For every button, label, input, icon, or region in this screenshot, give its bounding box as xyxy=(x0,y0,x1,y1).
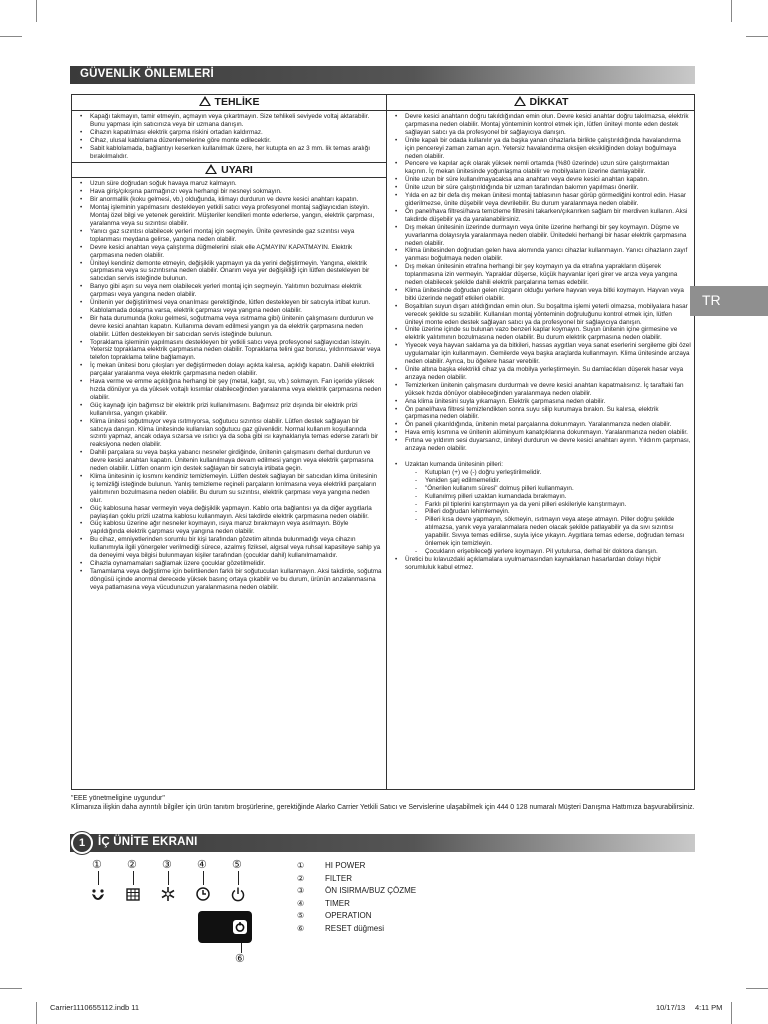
list-item: • Cihazın kapatılması elektrik çarpma riskini ortadan kaldırmaz. xyxy=(78,129,382,137)
display-panel xyxy=(198,911,252,943)
crop-mark xyxy=(746,988,768,989)
list-item: - Pilleri kısa devre yapmayın, sökmeyin, ısıtmayın veya ateşe atmayın. Piller doğru şekilde atılmazsa, yanık veya yaralanmalara neden olacak şekilde patlayabilir ya da sıvı sızıntısı yapabilir. Sıvıya temas edilirse, suyla iyice yıkayın. Aygıtlara temas ederse, doğrudan teması önlemek için temizleyin. xyxy=(415,516,691,548)
list-item: • Ünite üzerine içinde su bulunan vazo benzeri kaplar koymayın. Suyun ünitenin içine girmesine ve elektrik yalıtımının bozulmasına neden olabilir. Bu durum elektrik çarpmasına neden olabilir. xyxy=(393,326,691,342)
legend-number: ④ xyxy=(297,898,305,908)
callout-6: ⑥ xyxy=(235,953,245,965)
callout-3: ③ xyxy=(162,859,172,871)
warning-list xyxy=(72,178,386,593)
filter-icon xyxy=(125,886,141,902)
timer-icon xyxy=(195,886,211,902)
danger-title: TEHLİKE xyxy=(214,96,260,108)
legend-number: ① xyxy=(297,861,305,870)
footer-date: 10/17/13 xyxy=(656,1003,686,1012)
list-item: • Yılda en az bir defa dış mekan ünitesi montaj tablasının hasar görüp görmediğini kontrol edin. Hasar giderilmezse, ünite düşebilir veya devrilebilir. Bu durum yaralanmaya neden olabilir. xyxy=(393,192,691,208)
list-item: • Hava giriş/çıkışına parmağınızı veya herhangi bir nesneyi sokmayın. xyxy=(78,188,382,196)
left-column xyxy=(72,95,386,594)
list-item: • Ünite uzun bir süre çalıştırıldığında bir uzman tarafından bakımın yapılması önerilir. xyxy=(393,184,691,192)
list-item: • Bir hata durumunda (koku gelmesi, soğutmama veya ısıtmama gibi) ünitenin çalışmasını durdurun ve devre kesici anahtarı kapatın. Kullanıma devam edilmesi yangın ya da elektrik çarpmasına neden olabilir. Lütfen destekleyen bir satıcıdan servis isteğinde bulunun. xyxy=(78,315,382,339)
list-item: • Kapağı takmayın, tamir etmeyin, açmayın veya çıkartmayın. Size tehlikeli seviyede voltaj aktarabilir. Bunu yapması için satıcınıza veya bir uzmana danışın. xyxy=(78,113,382,129)
list-item: • İç mekan ünitesi boru çıkışları yer değiştirmeden dolayı açıkta kalırsa, açıklığı kapatın. Dahili elektrikli parçalar yaralanma veya elektrik çarpmasına neden olabilir. xyxy=(78,362,382,378)
section-number-badge: 1 xyxy=(71,832,93,854)
list-item: • Ünitenin yer değiştirilmesi veya onarılması gerektiğinde, lütfen destekleyen bir satıcıyla irtibat kurun. Kablolamada dolaşma varsa, elektrik çarpması veya yangına neden olabilir. xyxy=(78,299,382,315)
list-item: • Hava verme ve emme açıklığına herhangi bir şey (metal, kağıt, su, vb.) sokmayın. Fan içeride yüksek hızda dönüyor ya da yüksek voltajlı kısımlar olabileceğinden yaralanma veya elektrik çarpmasına neden olabilir. xyxy=(78,378,382,402)
list-item: • Dış mekan ünitesinin etrafına herhangi bir şey koymayın ya da etrafına yaprakların düşerek toplanmasına izin vermeyin. Yapraklar düşerse, küçük hayvanlar içeri girer ve arıza veya yangına neden olabilecek şekilde dahili elektrik parçalarına temas edebilir. xyxy=(393,263,691,287)
warning-heading xyxy=(72,162,386,178)
callout-4: ④ xyxy=(197,859,207,871)
crop-mark xyxy=(0,36,22,37)
list-item: • Ünite uzun bir süre kullanılmayacaksa ana anahtarı veya devre kesici anahtarı kapatın. xyxy=(393,176,691,184)
list-item: • Yiyecek veya hayvan saklama ya da bitkileri, hassas aygıtları veya sanat eserlerini sergileme gibi özel uygulamalar için kullanmayın. Gemilerde veya başka araçlarda kullanmayın. Klima ünitesinde arızaya neden olabilir. Ayrıca, bu öğelere hasar verebilir. xyxy=(393,342,691,366)
list-item: • Hava emiş kısmına ve ünitenin alüminyum kanatçıklarına dokunmayın. Yaralanmanıza neden olabilir. xyxy=(393,429,691,437)
legend-row xyxy=(297,873,352,886)
remote-section xyxy=(387,461,695,574)
list-item: • Boşaltılan suyun dışarı atıldığından emin olun. Su boşaltma işlemi yeterli olmazsa, mobilyalara hasar verecek şekilde su sızabilir. Kullanılan montaj yönteminin doğruluğunu kontrol etmek için, lütfen üniteyi monte eden destek sağlayan satıcı ya da profesyonel bir sağlayıcıya danışın. xyxy=(393,303,691,327)
list-item: • Cihaz, ulusal kablolama düzenlemelerine göre monte edilecektir. xyxy=(78,137,382,145)
list-item: • Bir anormallik (koku gelmesi, vb.) olduğunda, klimayı durdurun ve devre kesici anahtarı kapatın. xyxy=(78,196,382,204)
legend-row xyxy=(297,885,416,898)
final-item: • Üretici bu kılavuzdaki açıklamalara uyulmamasından kaynaklanan hasarlardan dolayı hiçbir sorumluluk kabul etmez. xyxy=(393,556,691,572)
list-item: • Devre kesici anahtarın doğru takıldığından emin olun. Devre kesici anahtar doğru takılmazsa, elektrik çarpmasına neden olabilir. Montaj yönteminin kontrol etmek için, lütfen üniteyi monte eden destek sağlayan satıcı ya da profesyonel bir sağlayıcıya danışın. xyxy=(393,113,691,137)
list-item: • Sabit kablolamada, bağlantıyı keserken kullanılmak üzere, her kutupta en az 3 mm. lik temas aralığı bırakılmalıdır. xyxy=(78,145,382,161)
legend-number: ⑥ xyxy=(297,924,305,933)
remote-lead: • Uzaktan kumanda ünitesinin pilleri: - Kutupları (+) ve (-) doğru yerleştirilmelidir. - Yeniden şarj edilmemelidir. - "Önerilen kullanım süresi" dolmuş pilleri kullanmayın. - Kullanılmış pilleri uzaktan kumandada bırakmayın. - Farklı pil tiplerini karıştırmayın ya da yeni pilleri eskileriyle karıştırmayın. - Pilleri doğrudan lehimlemeyin. - Pilleri kısa devre yapmayın, sökmeyin, ısıtmayın veya ateşe atmayın. Piller doğru şekilde atılmazsa, yanık veya yaralanmalara neden olacak şekilde patlayabilir ya da sıvı sızıntısı yapabilir. Sıvıya temas edilirse, suyla iyice yıkayın. Aygıtlara temas ederse, doğrudan teması önlemek için temizleyin. - Çocukların erişebileceği yerlere koymayın. Pil yutulursa, derhal bir doktora danışın. xyxy=(393,461,691,556)
list-item: • Güç kablosu üzerine ağır nesneler koymayın, ısıya maruz bırakmayın veya asılmayın. Böyle yapıldığında elektrik çarpması veya yangına neden olabilir. xyxy=(78,520,382,536)
indoor-title: İÇ ÜNİTE EKRANI xyxy=(98,836,198,848)
footer-time: 4:11 PM xyxy=(695,1003,723,1012)
right-column xyxy=(387,95,695,574)
list-item: - Yeniden şarj edilmemelidir. xyxy=(415,477,691,485)
list-item: • Fırtına ve yıldırım sesi duyarsanız, üniteyi durdurun ve devre kesici anahtarı ayırın. Yıldırım çarpması, arızaya neden olabilir. xyxy=(393,437,691,453)
list-item: • Klima ünitesinde doğrudan gelen rüzgarın olduğu yerlere hayvan veya bitki koymayın. Hayvan veya bitki üzerinde negatif etkileri olabilir. xyxy=(393,287,691,303)
legend-number: ③ xyxy=(297,886,305,896)
legend-label: ÖN ISIRMA/BUZ ÇÖZME xyxy=(325,886,417,896)
list-item: • Bu cihaz, emniyetlerinden sorumlu bir kişi tarafından gözetim altında bulunmadığı veya cihazın kullanımıyla ilgili yönergeler verilmediği sürece, azalmış fiziksel, algısal veya ruhsal kapasiteye sahip ya da deneyimi veya bilgisi bulunmayan kişiler tarafından (çocuklar dahil) kullanılmamalıdır. xyxy=(78,536,382,560)
warning-triangle-icon xyxy=(199,96,211,106)
list-item: • Yanıcı gaz sızıntısı olabilecek yerleri montaj için seçmeyin. Ünite çevresinde gaz sızıntısı veya toplanması meydana gelirse, yangına neden olabilir. xyxy=(78,228,382,244)
list-item: • Dahili parçalara su veya başka yabancı nesneler girdiğinde, ünitenin çalışmasını derhal durdurun ve devre kesici anahtarı kapatın. Ünitenin kullanılmaya devam edilmesi yangın veya elektrik çarpmasına neden olabilir. Lütfen onarım için destek sağlayan bir satıcıyla irtibata geçin. xyxy=(78,449,382,473)
callout-1: ① xyxy=(92,859,102,871)
list-item: - Çocukların erişebileceği yerlere koymayın. Pil yutulursa, derhal bir doktora danışın. xyxy=(415,548,691,556)
crop-mark xyxy=(0,988,22,989)
list-item: • Ön panel/hava filtresi/hava temizleme filtresini takarken/çıkarırken sağlam bir merdiven kullanın. Aksi takdirde düşebilir ya da yaralanabilirsiniz. xyxy=(393,208,691,224)
list-item: • Pencere ve kapılar açık olarak yüksek nemli ortamda (%80 üzerinde) uzun süre çalıştırmaktan kaçının. İç mekan ünitesinde yoğunlaşma olabilir ve mobilyaların üzerine damlayabilir. xyxy=(393,160,691,176)
list-item: • Üniteyi kendiniz demonte etmeyin, değişiklik yapmayın ya da yerini değiştirmeyin. Yangına, elektrik çarpmasına veya su sızıntısına neden olabilir. Onarım veya yer değişikliği için lütfen destekleyen bir satıcıdan servis isteğinde bulunun. xyxy=(78,260,382,284)
language-tab xyxy=(690,286,768,316)
legend-label: HI POWER xyxy=(325,861,366,870)
defrost-icon xyxy=(160,886,176,902)
list-item: • Temizlerken ünitenin çalışmasını durdurmalı ve devre kesici anahtarı kapatmalısınız. İç taraftaki fan yüksek hızda dönüyor olabileceğinden yaralanmaya neden olabilir. xyxy=(393,382,691,398)
list-item: • Ön panel/hava filtresi temizlendikten sonra suyu silip kurumaya bırakın. Su kalırsa, elektrik çarpmasına neden olabilir. xyxy=(393,406,691,422)
list-item: • Klima ünitesinin iç kısmını kendiniz temizlemeyin. Lütfen destek sağlayan bir satıcıdan klima ünitesinin iç temizliği isteğinde bulunun. Yanlış temizleme reçineli parçaların kırılmasına veya elektrikli parçaların yalıtımının bozulmasına neden olabilir. Bu durum su sızıntısı, elektrik çarpması veya yangına neden olur. xyxy=(78,473,382,505)
caution-heading xyxy=(387,95,695,111)
legend-row xyxy=(297,898,350,911)
hi-power-icon xyxy=(90,886,106,902)
list-item: • Ön paneli çıkarıldığında, ünitenin metal parçalarına dokunmayın. Yaralanmanıza neden olabilir. xyxy=(393,421,691,429)
list-item: • Tamamlama veya değiştirme için belirtilenden farklı bir soğutucuları kullanmayın. Aksi takdirde, soğutma döngüsü içinde anormal derecede yüksek basınç ortaya çıkabilir ve bu durum, ürünün arızalanmasına veya patlamasına veya vücudunuzun yaralanmasına neden olabilir. xyxy=(78,568,382,592)
eee-note: "EEE yönetmeligine uygundur" xyxy=(71,795,165,802)
list-item: - Farklı pil tiplerini karıştırmayın ya da yeni pilleri eskileriyle karıştırmayın. xyxy=(415,501,691,509)
list-item: • Ünite kapalı bir odada kullanılır ya da başka yanan cihazlarla birlikte çalıştırıldığında havalandırma için pencereyi zaman zaman açın. Yetersiz havalandırma oksijen eksikliğinden dolayı boğulmaya neden olabilir. xyxy=(393,137,691,161)
footnote xyxy=(71,795,711,812)
list-item: • Montaj işleminin yapılmasını destekleyen yetkili satıcı veya profesyonel montaj sağlayıcıdan isteyin. Montaj özel bilgi ve yetenek gerektirir. Müşteriler kendileri monte ederlerse, yangın, elektrik çarpması, yaralanma veya su sızıntısı olabilir. xyxy=(78,204,382,228)
legend-label: OPERATION xyxy=(325,911,372,921)
list-item: • Ana klima ünitesini suyla yıkamayın. Elektrik çarpmasına neden olabilir. xyxy=(393,398,691,406)
list-item: - Kutupları (+) ve (-) doğru yerleştirilmelidir. xyxy=(415,469,691,477)
list-item: - "Önerilen kullanım süresi" dolmuş pilleri kullanmayın. xyxy=(415,485,691,493)
power-icon xyxy=(230,886,246,902)
callout-2: ② xyxy=(127,859,137,871)
callout-5: ⑤ xyxy=(232,859,242,871)
legend-label: FILTER xyxy=(325,873,352,883)
list-item: • Dış mekan ünitesinin üzerinde durmayın veya ünite üzerine herhangi bir şey koymayın. Düşme ve yuvarlanma dolayısıyla yaralanmaya neden olabilir. Ünitedeki herhangi bir hasar elektrik çarpmasına neden olabilir. xyxy=(393,224,691,248)
crop-mark xyxy=(731,0,732,22)
legend-row xyxy=(297,923,384,936)
list-item: - Pilleri doğrudan lehimlemeyin. xyxy=(415,508,691,516)
crop-mark xyxy=(746,36,768,37)
legend-number: ② xyxy=(297,873,305,883)
legend-number: ⑤ xyxy=(297,911,305,921)
danger-list xyxy=(72,111,386,162)
caution-title: DİKKAT xyxy=(529,96,569,108)
indoor-header-bar xyxy=(70,834,695,852)
list-item: • Devre kesici anahtarı veya çalıştırma düğmelerini ıslak elle AÇMAYIN/ KAPATMAYIN. Elektrik çarpmasına neden olabilir. xyxy=(78,244,382,260)
footer-file: Carrier1110655112.indb 11 xyxy=(50,1003,140,1012)
remote-list xyxy=(405,469,691,556)
info-note: Klimanıza ilişkin daha ayrıntılı bilgiler için ürün tanıtım broşürlerine, gerektiğinde Alarko Carrier Yetkili Satıcı ve Servislerine ulaşabilmek için 444 0 128 numaralı Müşteri Danışma Hattımıza başvurabilirsiniz. xyxy=(71,803,695,811)
warning-triangle-icon xyxy=(205,164,217,174)
list-item: • Banyo gibi aşırı su veya nem olabilecek yerleri montaj için seçmeyin. Yalıtımın bozulması elektrik çarpması veya yangına neden olabilir. xyxy=(78,283,382,299)
list-item: • Klima ünitesinden doğrudan gelen hava akımında yanıcı cihazlar kullanmayın. Yanıcı cihazların zayıf yanması boğulmaya neden olabilir. xyxy=(393,247,691,263)
danger-heading xyxy=(72,95,386,111)
list-item: • Topraklama işleminin yapılmasını destekleyen bir yetkili satıcı veya profesyonel sağlayıcıdan isteyin. Yetersiz topraklama elektrik çarpmasına neden olabilir. Topraklama telini gaz borusu, yıldırımsavar veya telefon topraklama teline bağlamayın. xyxy=(78,339,382,363)
safety-header-bar xyxy=(70,66,695,84)
legend-label: TIMER xyxy=(325,898,350,908)
warning-title: UYARI xyxy=(221,164,253,177)
language-tab-label: TR xyxy=(702,292,721,308)
list-item: • Ünite altına başka elektrikli cihaz ya da mobilya yerleştirmeyin. Su damlacıkları düşerek hasar veya arızaya neden olabilir. xyxy=(393,366,691,382)
list-item: • Klima ünitesi soğutmuyor veya ısıtmıyorsa, soğutucu sızıntısı olabilir. Lütfen destek sağlayan bir satıcıya danışın. Klima ünitesinde kullanılan soğutucu gaz güvenlidir. Normal kullanım koşullarında sızıntı yapmaz, ancak odaya sızarsa ve ısıtıcı ya da soba gibi ısı kaynaklarıyla temas ederse zararlı bir reaksiyona neden olabilir. xyxy=(78,418,382,450)
crop-mark xyxy=(731,1002,732,1024)
crop-mark xyxy=(36,0,37,22)
reset-icon[interactable] xyxy=(232,919,248,935)
legend-label: RESET düğmesi xyxy=(325,924,384,933)
legend-row xyxy=(297,910,372,923)
list-item: • Uzun süre doğrudan soğuk havaya maruz kalmayın. xyxy=(78,180,382,188)
list-item: • Güç kablosuna hasar vermeyin veya değişiklik yapmayın. Kablo orta bağlantısı ya da diğer aygıtlarla paylaşılan çoklu prizli uzatma kablosu kullanmayın. Aksi takdirde elektrik çarpmasına neden olabilir. xyxy=(78,505,382,521)
list-item: • Cihazla oynamamaları sağlamak üzere çocuklar gözetilmelidir. xyxy=(78,560,382,568)
list-item: - Kullanılmış pilleri uzaktan kumandada bırakmayın. xyxy=(415,493,691,501)
warning-triangle-icon xyxy=(514,96,526,106)
crop-mark xyxy=(36,1002,37,1024)
safety-title: GÜVENLİK ÖNLEMLERİ xyxy=(80,68,214,80)
caution-list xyxy=(387,111,695,455)
list-item: • Güç kaynağı için bağımsız bir elektrik prizi kullanılmasını. Bağımsız priz dışında bir elektrik prizi kullanılırsa, yangın çıkabilir. xyxy=(78,402,382,418)
safety-box xyxy=(71,94,695,790)
legend-row xyxy=(297,860,365,873)
